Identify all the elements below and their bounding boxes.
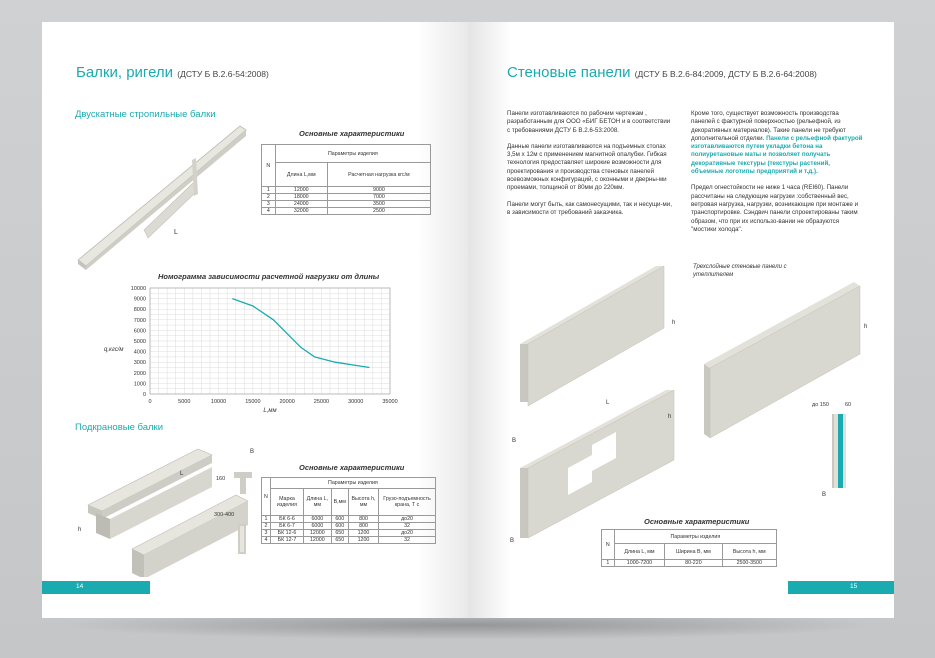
right-table-caption: Основные характеристики [644,517,750,526]
x-tick-label: 15000 [245,399,261,405]
svg-text:60: 60 [845,402,852,408]
svg-text:до 150: до 150 [812,402,829,408]
page-number-left: 14 [76,583,84,590]
y-tick-label: 1000 [133,381,146,388]
gable-beam-drawing [74,120,262,270]
y-tick-label: 0 [142,392,146,398]
right-title: Стеновые панели (ДСТУ Б В.2.6-84:2009, ДСТУ Б В.2.6-64:2008) [507,64,817,81]
beams-spec-table [261,144,431,215]
x-tick-label: 30000 [348,399,364,405]
svg-text:B: B [512,438,517,444]
table1-caption: Основные характеристики [299,129,405,138]
y-tick-label: 4000 [133,349,146,356]
y-tick-label: 5000 [133,339,146,345]
y-tick-label: 9000 [133,296,146,303]
svg-text:h: h [668,414,672,420]
right-page [468,22,894,618]
svg-text:h: h [864,324,868,330]
section-gable-beams: Двускатные стропильные балки [75,109,216,120]
y-tick-label: 8000 [133,307,146,314]
group-header: Параметры изделия [275,145,430,163]
page-number-right: 15 [850,583,858,590]
x-tick-label: 5000 [178,399,191,405]
col-n: N [262,145,276,187]
x-tick-label: 35000 [382,399,398,405]
svg-text:B: B [822,492,827,498]
section-crane-beams: Подкрановые балки [75,422,164,433]
crane-beam-drawing [70,427,288,577]
y-tick-label: 10000 [130,286,146,292]
table-row: 1 12000 9000 [262,187,431,194]
x-axis-label: L,мм [263,408,277,414]
table-row: 1 1000-7200 80-220 2500-3500 [602,560,777,567]
y-tick-label: 2000 [133,370,146,377]
text-column-1: Панели изготавливаются по рабочим чертежам , разработанным для ООО «БИГ БЕТОН и в соответствии с требованиями ДСТУ Б В.2.6-53:2008. Данные панели изготавливаются на подъемных столах 3,5м х 12м с применением магнитной опалубки. Гибкая технология предоставляет широкие возможности для проектирования и производства стеновых панелей всевозможных конфигураций, с оконными и дверны-ми проемами, толщиной от 80мм до 220мм. Панели могут быть, как самонесущими, так и несущи-ми, в зависимости от требований заказчика. [507,110,672,216]
table-row: 4 БК 12-7 12000 650 1200 32 [262,537,436,544]
left-title: Балки, ригели (ДСТУ Б В.2.6-54:2008) [76,64,269,81]
table-row: 2 18000 7000 [262,194,431,201]
left-page [42,22,468,618]
svg-text:h: h [78,527,82,533]
text-column-2: Кроме того, существует возможность производства панелей с фактурной поверхностью (рельефной, из декоративных материалов). Такие панели не требуют дополнительной отделки. Панели с рельефной фактурой изготавливаются путем укладки бетона на полиуретановые маты и позволяет получать декоративные текстуры (текстуры растений, объемные логотипы предприятий и т.д.). Предел огнестойкости не ниже 1 часа (REI60). Панели рассчитаны на следующие нагрузки :собственный вес, ветровая нагрузка, нагрузки, возникающие при монтаже и транспортировке. Сэндвич панели спроектированы таким образом, что при их использо-вании не образуются "мостики холода". [691,110,863,233]
crane-beam-sections [232,466,254,556]
x-tick-label: 20000 [279,399,295,405]
table-row: 4 32000 2500 [262,208,431,215]
svg-text:L: L [180,471,184,477]
svg-text:B: B [250,449,255,455]
col-load: Расчетная нагрузка кгс/м [327,163,430,187]
table-row: 3 24000 3500 [262,201,431,208]
table-row: 2 БК 6-7 6000 600 800 32 [262,523,436,530]
three-layer-caption: Трехслойные стеновые панели с утеплителем [693,264,787,278]
table-row: 1 БК 6-6 6000 600 800 до20 [262,516,436,523]
svg-text:L: L [606,400,610,406]
page-band-left [42,581,150,594]
beam-length-label: L [174,229,178,236]
panels-spec-table: N Параметры изделия Длина L, мм Ширина В, мм Высота h, мм 1 1000-7200 80-220 2500-3500 [601,529,777,567]
table-row: 3 БК 12-6 12000 650 1200 до20 [262,530,436,537]
y-axis-label: q,кгс/м [104,347,124,353]
svg-text:h: h [672,320,676,326]
x-tick-label: 10000 [210,399,227,405]
load-length-chart [102,280,402,430]
dim-160: 160 [216,476,226,482]
table2-caption: Основные характеристики [299,463,405,472]
chart-title: Номограмма зависимости расчетной нагрузки от длины [158,272,380,281]
x-tick-label: 0 [148,399,152,405]
y-tick-label: 6000 [133,328,146,335]
crane-beams-spec-table: N Параметры изделия Марка изделия Длина L, мм В,мм Высота h, мм Грузо-подъемность крана, Т с 1 БК 6-6 6000 600 800 до20 2 БК 6-7 6000 600 800 32 3 БК 12-6 12000 650 1200 до20 4 БК 12-7 12000 650 1200 32 [261,477,436,544]
wall-panels-drawing [508,262,868,552]
col-length: Длина L,мм [275,163,327,187]
svg-text:B: B [510,538,515,544]
page-band-right [788,581,894,594]
y-tick-label: 7000 [133,317,146,324]
dim-300-400: 300-400 [214,512,235,518]
y-tick-label: 3000 [133,360,146,367]
x-tick-label: 25000 [313,399,330,405]
